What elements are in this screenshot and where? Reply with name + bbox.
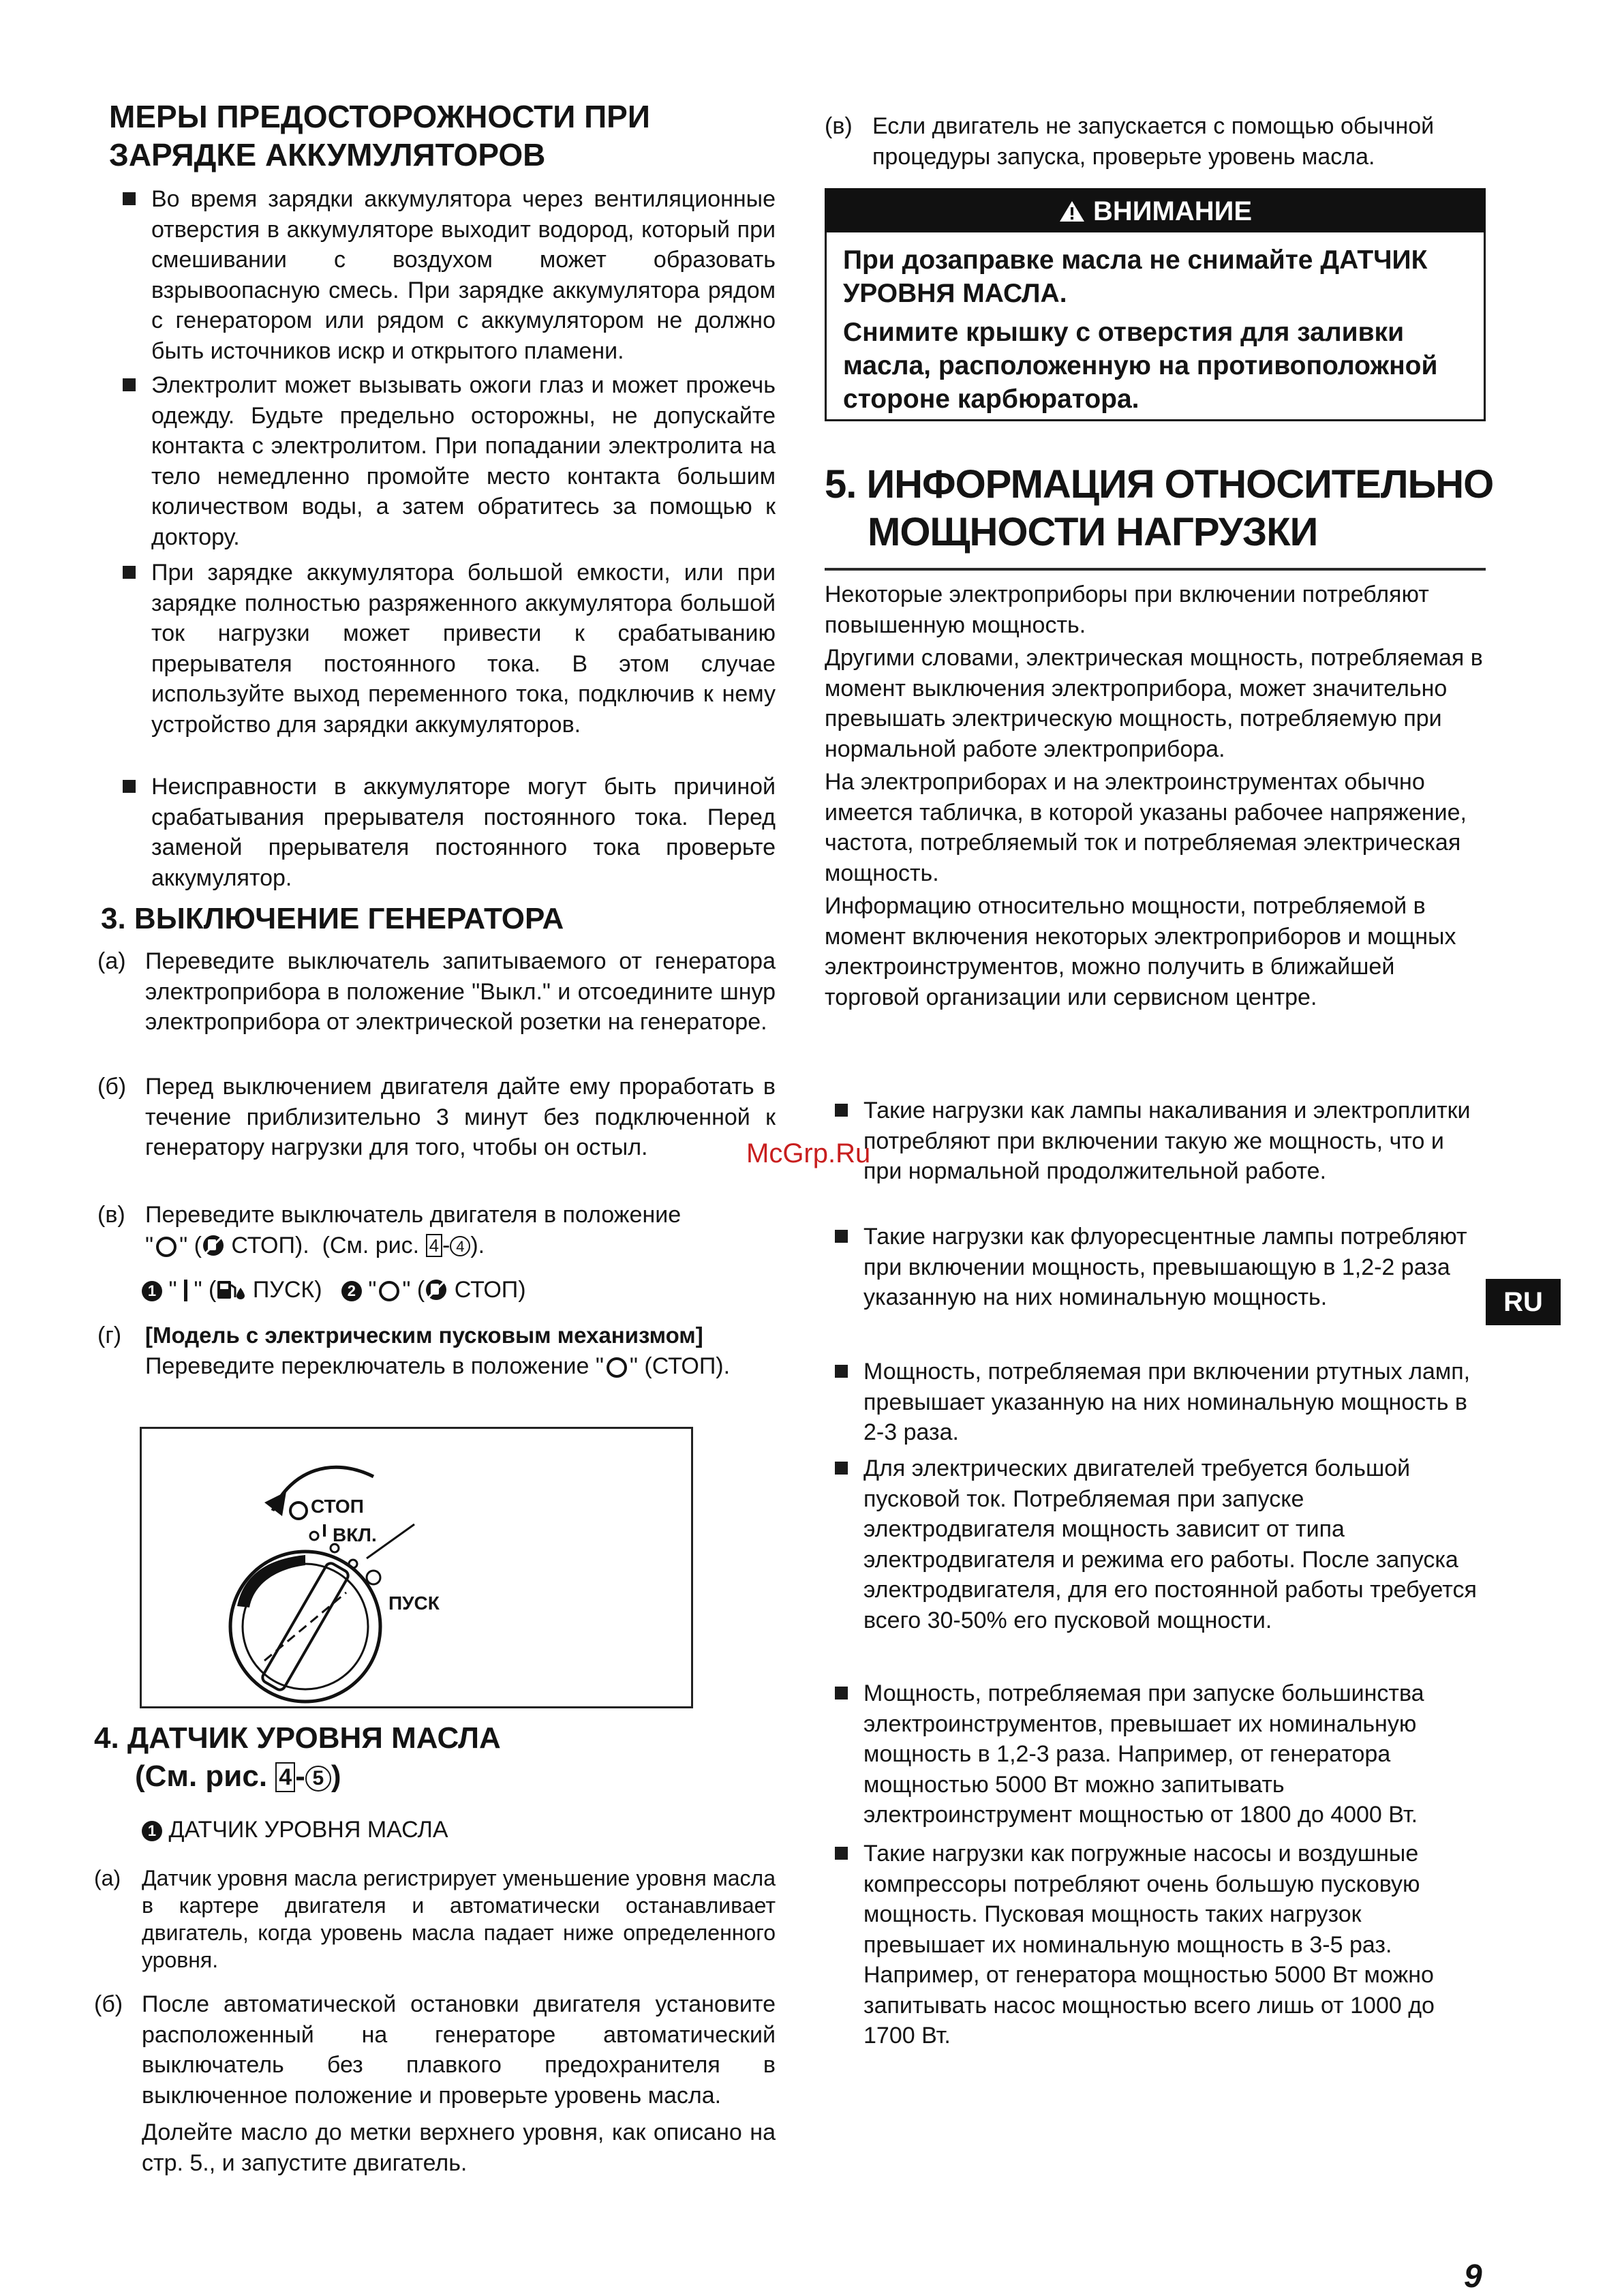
figure-label-on: ВКЛ. xyxy=(333,1524,377,1545)
bullet-square-icon xyxy=(123,378,136,391)
watermark: McGrp.Ru xyxy=(746,1138,871,1168)
figure-ref-box: 4 xyxy=(426,1234,442,1257)
section5-title: 5. ИНФОРМАЦИЯ ОТНОСИТЕЛЬНО МОЩНОСТИ НАГРУЗКИ xyxy=(825,462,1494,554)
section5-para: Информацию относительно мощности, потребляемой в момент включения некоторых электроприборов и мощных электроинструментов, можно получить в ближайшей торговой организации или сервисном центре. xyxy=(825,893,1456,1010)
battery-title-line1: МЕРЫ ПРЕДОСТОРОЖНОСТИ ПРИ xyxy=(109,99,650,134)
figure-ref-ring: 5 xyxy=(305,1766,331,1792)
figure-label-start: ПУСК xyxy=(388,1592,440,1614)
bullet-square-icon xyxy=(835,1365,848,1378)
section3-item-d: (г) [Модель с электрическим пусковым механизмом] Переведите переключатель в положение " " (СТОП). xyxy=(97,1320,776,1381)
oil-sensor-legend: 1 ДАТЧИК УРОВНЯ МАСЛА xyxy=(142,1815,448,1845)
section5-bullet-1: Такие нагрузки как лампы накаливания и электроплитки потребляют при включении такую же мощность, что и при нормальной продолжительной работе. xyxy=(835,1096,1486,1187)
section5-para: Другими словами, электрическая мощность, потребляемая в момент выключения электроприбора, может значительно превышать электрическую мощность, потребляемую при нормальной работе электроприбора. xyxy=(825,645,1483,762)
section5-bullet-5: Мощность, потребляемая при запуске большинства электроинструментов, превышает их номинальную мощность в 1,2-3 раза. Например, от генератора мощностью 5000 Вт можно запитывать электроинструмент мощностью от 1800 до 4000 Вт. xyxy=(835,1678,1486,1830)
section3-item-b: (б) Перед выключением двигателя дайте ему проработать в течение приблизительно 3 минут без подключенной к генератору нагрузки для того, чтобы он остыл. xyxy=(97,1074,776,1160)
key-switch-drawing xyxy=(142,1429,691,1706)
legend-number: 2 xyxy=(341,1281,362,1301)
bullet-square-icon xyxy=(123,192,136,205)
section5-rule xyxy=(825,568,1486,571)
battery-title xyxy=(109,97,650,174)
section5-bullet-2: Такие нагрузки как флуоресцентные лампы потребляют при включении мощность, превышающую в 1,2-2 раза указанную на них номинальную мощность. xyxy=(835,1222,1486,1313)
section5-bullet-4: Для электрических двигателей требуется большой пусковой ток. Потребляемая при запуске электродвигателя мощность зависит от типа электродвигателя и режима его работы. После запуска электродвигателя, для его постоянной работы требуется всего 30-50% его пусковой мощности. xyxy=(835,1453,1486,1635)
warning-box xyxy=(825,188,1486,421)
battery-title-line2: ЗАРЯДКЕ АККУМУЛЯТОРОВ xyxy=(109,137,546,172)
legend-number: 1 xyxy=(142,1821,162,1841)
bullet-square-icon xyxy=(123,780,136,793)
section3-item-a: (а) Переведите выключатель запитываемого от генератора электроприбора в положение "Выкл." и отсоедините шнур электроприбора от электрической розетки на генераторе. xyxy=(97,948,776,1035)
section5-para: На электроприборах и на электроинструментах обычно имеется табличка, в которой указаны рабочее напряжение, частота, потребляемый ток и потребляемая электрическая мощность. xyxy=(825,769,1467,886)
section3-title: 3. ВЫКЛЮЧЕНИЕ ГЕНЕРАТОРА xyxy=(101,902,564,935)
section3-item-c: (в) Переведите выключатель двигателя в положение " " ( СТОП). (См. рис. 4 - 4 ). xyxy=(97,1202,682,1258)
stop-circle-icon xyxy=(379,1281,399,1301)
section5-bullet-6: Такие нагрузки как погружные насосы и воздушные компрессоры потребляют очень большую пусковую мощность. Пусковая мощность таких нагрузок превышает их номинальную мощность в 3-5 раз. Например, от генератора мощностью 5000 Вт можно запитывать насос мощностью всего лишь от 1000 до 1700 Вт. xyxy=(835,1839,1486,2051)
bullet-square-icon xyxy=(835,1230,848,1243)
bullet-square-icon xyxy=(123,566,136,579)
warning-triangle-icon xyxy=(1058,200,1086,223)
battery-bullet-2: Электролит может вызывать ожоги глаз и может прожечь одежду. Будьте предельно осторожны, не допускайте контакта с электролитом. При попадании электролита на тело немедленно промойте место контакта большим количеством воды, а затем обратитесь за помощью к доктору. xyxy=(123,370,776,552)
figure-ref-ring: 4 xyxy=(450,1236,470,1256)
stop-circle-icon xyxy=(607,1357,627,1378)
battery-bullet-3: При зарядке аккумулятора большой емкости, или при зарядке полностью разряженного аккумулятора большой ток нагрузки может привести к срабатыванию прерывателя постоянного тока. В этом случае используйте выход переменного тока, подключив к нему устройство для зарядки аккумуляторов. xyxy=(123,558,776,740)
section5-bullet-3: Мощность, потребляемая при включении ртутных ламп, превышает указанную на них номинальную мощность в 2-3 раза. xyxy=(835,1357,1486,1448)
warning-body: При дозаправке масла не снимайте ДАТЧИК УРОВНЯ МАСЛА. Снимите крышку с отверстия для заливки масла, расположенную на противоположной стороне карбюратора. xyxy=(843,245,1438,414)
stop-circle-icon xyxy=(156,1237,177,1257)
battery-bullet-4: Неисправности в аккумуляторе могут быть причиной срабатывания прерывателя постоянного тока. Перед заменой прерывателя постоянного тока проверьте аккумулятор. xyxy=(123,772,776,893)
page-number: 9 xyxy=(1464,2259,1482,2295)
stop-switch-icon xyxy=(425,1278,448,1301)
battery-bullet-1: Во время зарядки аккумулятора через вентиляционные отверстия в аккумуляторе выходит водород, который при смешивании с воздухом может образовать взрывоопасную смесь. При зарядке аккумулятора рядом с генератором или рядом с аккумулятором не должно быть источников искр и открытого пламени. xyxy=(123,184,776,366)
figure-ref-box: 4 xyxy=(275,1762,295,1792)
stop-switch-icon xyxy=(202,1234,225,1257)
engine-switch-legend: 1 " " ( ПУСК) 2 " " ( СТОП) xyxy=(142,1275,776,1305)
section4-title: 4. ДАТЧИК УРОВНЯ МАСЛА (См. рис. 4 - 5 ) xyxy=(94,1721,501,1793)
bullet-square-icon xyxy=(835,1847,848,1860)
figure-label-stop: СТОП xyxy=(311,1496,364,1517)
section4-item-a: (а) Датчик уровня масла регистрирует уменьшение уровня масла в картере двигателя и автоматически останавливает двигатель, когда уровень масла падает ниже определенного уровня. xyxy=(94,1866,776,1972)
section4-item-v: (в) Если двигатель не запускается с помощью обычной процедуры запуска, проверьте уровень масла. xyxy=(825,113,1435,170)
key-switch-figure xyxy=(140,1427,693,1708)
warning-header: ВНИМАНИЕ xyxy=(827,190,1484,232)
bullet-square-icon xyxy=(835,1104,848,1117)
legend-number: 1 xyxy=(142,1281,162,1301)
section4-item-b: (б) После автоматической остановки двигателя установите расположенный на генераторе автоматический выключатель без плавкого предохранителя в выключенное положение и проверьте уровень масла. Долейте масло до метки верхнего уровня, как описано на стр. 5., и запустите двигатель. xyxy=(94,1991,776,2176)
electric-start-model-note: [Модель с электрическим пусковым механизмом] xyxy=(145,1323,703,1348)
section5-paragraphs xyxy=(825,579,1486,1012)
fuel-start-icon xyxy=(216,1278,246,1301)
bullet-square-icon xyxy=(835,1462,848,1475)
language-badge: RU xyxy=(1486,1279,1561,1325)
on-bar-icon xyxy=(184,1280,187,1301)
section5-para: Некоторые электроприборы при включении потребляют повышенную мощность. xyxy=(825,581,1429,638)
bullet-square-icon xyxy=(835,1687,848,1700)
